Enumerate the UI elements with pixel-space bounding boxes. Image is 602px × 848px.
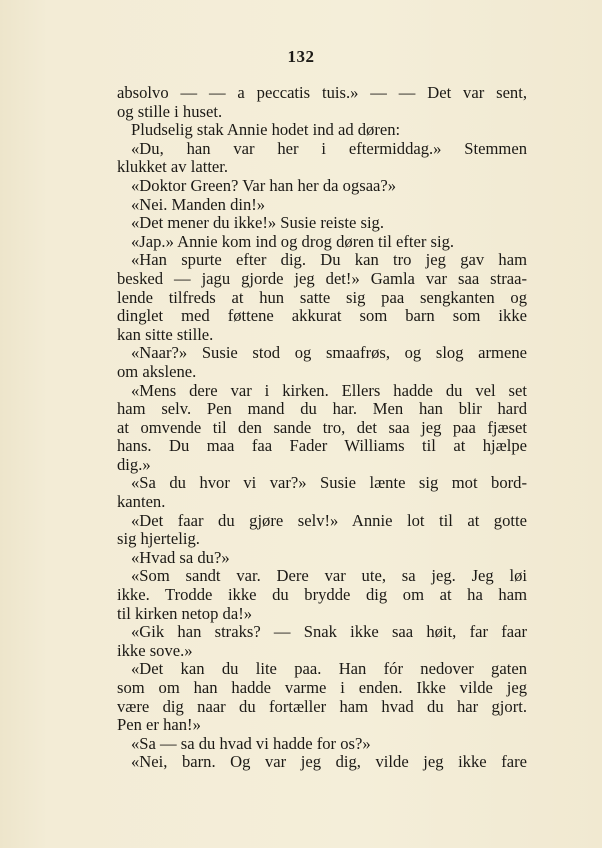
text-line: sig hjertelig. [117, 529, 200, 549]
text-line: som om han hadde varme i enden. Ikke vilde jeg [117, 678, 527, 697]
page-number: 132 [287, 47, 315, 66]
text-line: «Mens dere var i kirken. Ellers hadde du vel set [131, 380, 527, 400]
text-line: kan sitte stille. [117, 324, 214, 344]
text-line: «Jap.» Annie kom ind og drog døren til efter sig. [131, 231, 455, 251]
text-line: «Sa — sa du hvad vi hadde for os?» [131, 733, 371, 753]
text-line: «Doktor Green? Var han her da ogsaa?» [131, 175, 397, 195]
text-line: «Sa du hvor vi var?» Susie lænte sig mot bord- [131, 473, 527, 493]
text-line: ikke sove.» [117, 640, 193, 660]
text-line: «Det mener du ikke!» Susie reiste sig. [131, 213, 384, 233]
text-line: «Du, han var her i eftermiddag.» Stemmen [131, 138, 527, 158]
text-line: «Gik han straks? — Snak ikke saa høit, far faar [131, 622, 527, 642]
text-line: dig.» [117, 454, 151, 474]
text-line: absolvo — — a peccatis tuis.» — — Det var sent, [117, 83, 527, 102]
text-line: «Han spurte efter dig. Du kan tro jeg gav ham [131, 250, 527, 270]
text-line: «Nei. Manden din!» [131, 194, 266, 214]
text-line: dinglet med føttene akkurat som barn som ikke [117, 306, 527, 326]
text-line: ham selv. Pen mand du har. Men han blir hard [117, 399, 527, 419]
text-line: besked — jagu gjorde jeg det!» Gamla var saa straa- [117, 268, 527, 288]
text-line: «Nei, barn. Og var jeg dig, vilde jeg ikke fare [131, 752, 527, 772]
text-line: klukket av latter. [117, 157, 229, 177]
text-line: og stille i huset. [117, 101, 223, 121]
text-line: til kirken netop da!» [117, 603, 253, 623]
text-line: «Det kan du lite paa. Han fór nedover gaten [131, 659, 527, 679]
text-line: Pludselig stak Annie hodet ind ad døren: [131, 120, 401, 140]
text-line: «Som sandt var. Dere var ute, sa jeg. Jeg løi [131, 566, 527, 586]
text-line: være dig naar du fortæller ham hvad du har gjort. [117, 696, 527, 716]
text-line: Pen er han!» [117, 715, 201, 735]
text-line: om akslene. [117, 361, 197, 381]
page-text [117, 84, 527, 772]
text-line: ikke. Trodde ikke du brydde dig om at ha ham [117, 585, 527, 605]
text-line: «Det faar du gjøre selv!» Annie lot til at gotte [131, 510, 527, 530]
text-line: lende tilfreds at hun satte sig paa sengkanten og [117, 287, 527, 307]
text-line: at omvende til den sande tro, det saa jeg paa fjæset [117, 417, 527, 437]
text-line: «Naar?» Susie stod og smaafrøs, og slog armene [131, 343, 527, 363]
text-line: kanten. [117, 492, 166, 512]
text-line: «Hvad sa du?» [131, 547, 230, 567]
text-line: hans. Du maa faa Fader Williams til at hjælpe [117, 436, 527, 456]
